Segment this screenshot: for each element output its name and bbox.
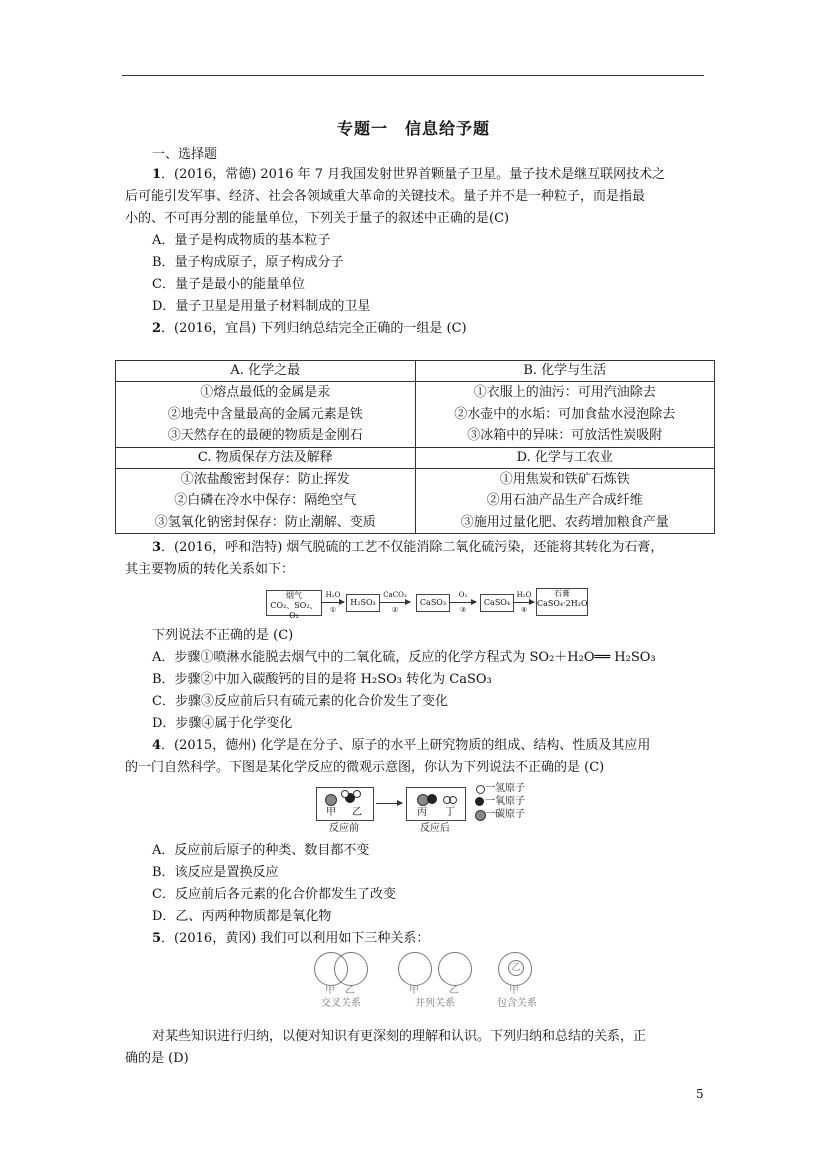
flow-label-h2o-1: H₂O: [325, 591, 341, 599]
q3-line-2: 其主要物质的转化关系如下：: [125, 562, 295, 577]
parallel-circle-b-icon: [438, 952, 472, 986]
q1-line-3: 小的、不可再分割的能量单位，下列关于量子的叙述中正确的是(C): [125, 211, 510, 226]
q2-cell-b-head: B. 化学与生活: [415, 361, 715, 382]
legend-hydrogen: 一氢原子: [485, 783, 525, 794]
parallel-circle-a-icon: [398, 952, 432, 986]
q5-stem: 5．(2016，黄冈) 我们可以利用如下三种关系：: [152, 931, 430, 946]
molecule-jia-icon: [325, 794, 337, 806]
reaction-arrow: [376, 803, 402, 804]
q2-table: [115, 360, 715, 534]
flow-box-gypsum: 石膏 CaSO₄·2H₂O: [536, 588, 588, 616]
label-yi: 乙: [352, 807, 362, 818]
relation-contain-label: 包含关系: [497, 998, 537, 1009]
q4-option-a: A．反应前后原子的种类、数目都不变: [152, 843, 370, 858]
q1-option-d: D．量子卫星是用量子材料制成的卫星: [152, 299, 371, 314]
r2-label-jia: 甲: [409, 985, 419, 996]
q3-option-a: A．步骤①喷淋水能脱去烟气中的二氧化硫，反应的化学方程式为 SO₂＋H₂O══ H₂SO₃: [152, 650, 656, 665]
q2-cell-b: ①衣服上的油污：可用汽油除去 ②水壶中的水垢：可加食盐水浸泡除去 ③冰箱中的异味：可放活性炭吸附: [415, 382, 715, 448]
header-rule: [122, 75, 704, 76]
q3-option-c: C．步骤③反应前后只有硫元素的化合价发生了变化: [152, 694, 448, 709]
flow-arrow-4: [514, 602, 534, 603]
q4-option-c: C．反应前后各元素的化合价都发生了改变: [152, 887, 396, 902]
r2-label-yi: 乙: [449, 985, 459, 996]
q5-line-2: 确的是 (D): [125, 1051, 189, 1066]
q3-option-d: D．步骤④属于化学变化: [152, 716, 293, 731]
relation-intersect-label: 交叉关系: [321, 998, 361, 1009]
q5-line-1: 对某些知识进行归纳，以便对知识有更深刻的理解和认识。下列归纳和总结的关系，正: [152, 1029, 647, 1044]
product-box: [406, 787, 466, 821]
q1-line-1: 1．(2016，常德) 2016 年 7 月我国发射世界首颗量子卫星。量子技术是继互联网技术之: [152, 167, 666, 182]
page-number: 5: [696, 1087, 704, 1101]
flow-box-h2so3: H₂SO₃: [346, 594, 380, 612]
q2-cell-c-head: C. 物质保存方法及解释: [116, 447, 416, 468]
flow-step-3: ③: [459, 606, 467, 614]
reactant-box: [316, 787, 374, 821]
contain-inner-circle-icon: 乙: [508, 960, 524, 976]
flow-step-4: ④: [520, 606, 528, 614]
r3-label-jia: 甲: [509, 985, 519, 996]
q2-cell-d-head: D. 化学与工农业: [415, 447, 715, 468]
flow-step-2: ②: [391, 606, 399, 614]
flow-arrow-2: [380, 602, 410, 603]
r1-label-yi: 乙: [345, 985, 355, 996]
q5-relation-diagram: [310, 950, 550, 1016]
legend-oxygen: 一氧原子: [485, 796, 525, 807]
q3-flow-diagram: [266, 585, 588, 620]
q3-stem-2: 下列说法不正确的是 (C): [152, 628, 294, 643]
label-bing: 丙: [417, 807, 427, 818]
flow-label-o2: O₂: [458, 591, 468, 599]
q4-line-1: 4．(2015，德州) 化学是在分子、原子的水平上研究物质的组成、结构、性质及其应用: [152, 738, 651, 753]
flow-arrow-3: [450, 602, 476, 603]
flow-label-h2o-2: H₂O: [516, 591, 532, 599]
hydrogen-atom-icon: [476, 785, 485, 794]
label-after: 反应后: [420, 823, 450, 834]
flow-step-1: ①: [329, 606, 337, 614]
q2-cell-a-head: A. 化学之最: [116, 361, 416, 382]
oxygen-atom-icon: [475, 797, 484, 806]
q4-option-b: B．该反应是置换反应: [152, 865, 279, 880]
r1-label-jia: 甲: [325, 985, 335, 996]
q2-cell-d: ①用焦炭和铁矿石炼铁 ②用石油产品生产合成纤维 ③施用过量化肥、农药增加粮食产量: [415, 468, 715, 534]
q2-cell-a: ①熔点最低的金属是汞 ②地壳中含量最高的金属元素是铁 ③天然存在的最硬的物质是金刚石: [116, 382, 416, 448]
page-title: 专题一 信息给予题: [336, 119, 490, 138]
label-jia: 甲: [326, 807, 336, 818]
q4-option-d: D．乙、丙两种物质都是氧化物: [152, 909, 332, 924]
flow-label-caco3: CaCO₃: [383, 591, 407, 599]
flow-arrow-1: [322, 602, 344, 603]
flow-box-caso3: CaSO₃: [416, 594, 450, 612]
flow-box-caso4: CaSO₄: [480, 594, 514, 612]
q3-line-1: 3．(2016，呼和浩特) 烟气脱硫的工艺不仅能消除二氧化硫污染，还能将其转化为石膏，: [152, 540, 664, 555]
q2-cell-c: ①浓盐酸密封保存：防止挥发 ②白磷在冷水中保存：隔绝空气 ③氢氧化钠密封保存：防止潮解、变质: [116, 468, 416, 534]
relation-parallel-label: 并列关系: [415, 998, 455, 1009]
q3-option-b: B．步骤②中加入碳酸钙的目的是将 H₂SO₃ 转化为 CaSO₃: [152, 672, 492, 687]
q4-reaction-diagram: [310, 783, 550, 837]
q2-stem: 2．(2016，宜昌) 下列归纳总结完全正确的一组是 (C): [152, 321, 467, 336]
q1-option-c: C．量子是最小的能量单位: [152, 277, 305, 292]
intersect-circle-b-icon: [334, 952, 368, 986]
q1-option-a: A．量子是构成物质的基本粒子: [152, 233, 331, 248]
flow-box-flue-gas: 烟气 CO₂、SO₂、O₂: [266, 590, 322, 616]
q1-line-2: 后可能引发军事、经济、社会各领域重大革命的关键技术。量子并不是一种粒子，而是指最: [125, 189, 646, 204]
legend-carbon: 一碳原子: [485, 809, 525, 820]
q1-option-b: B．量子构成原子，原子构成分子: [152, 255, 344, 270]
label-before: 反应前: [329, 823, 359, 834]
section-heading: 一、选择题: [152, 147, 218, 162]
label-ding: 丁: [445, 807, 455, 818]
q4-line-2: 的一门自然科学。下图是某化学反应的微观示意图，你认为下列说法不正确的是 (C): [125, 760, 605, 775]
